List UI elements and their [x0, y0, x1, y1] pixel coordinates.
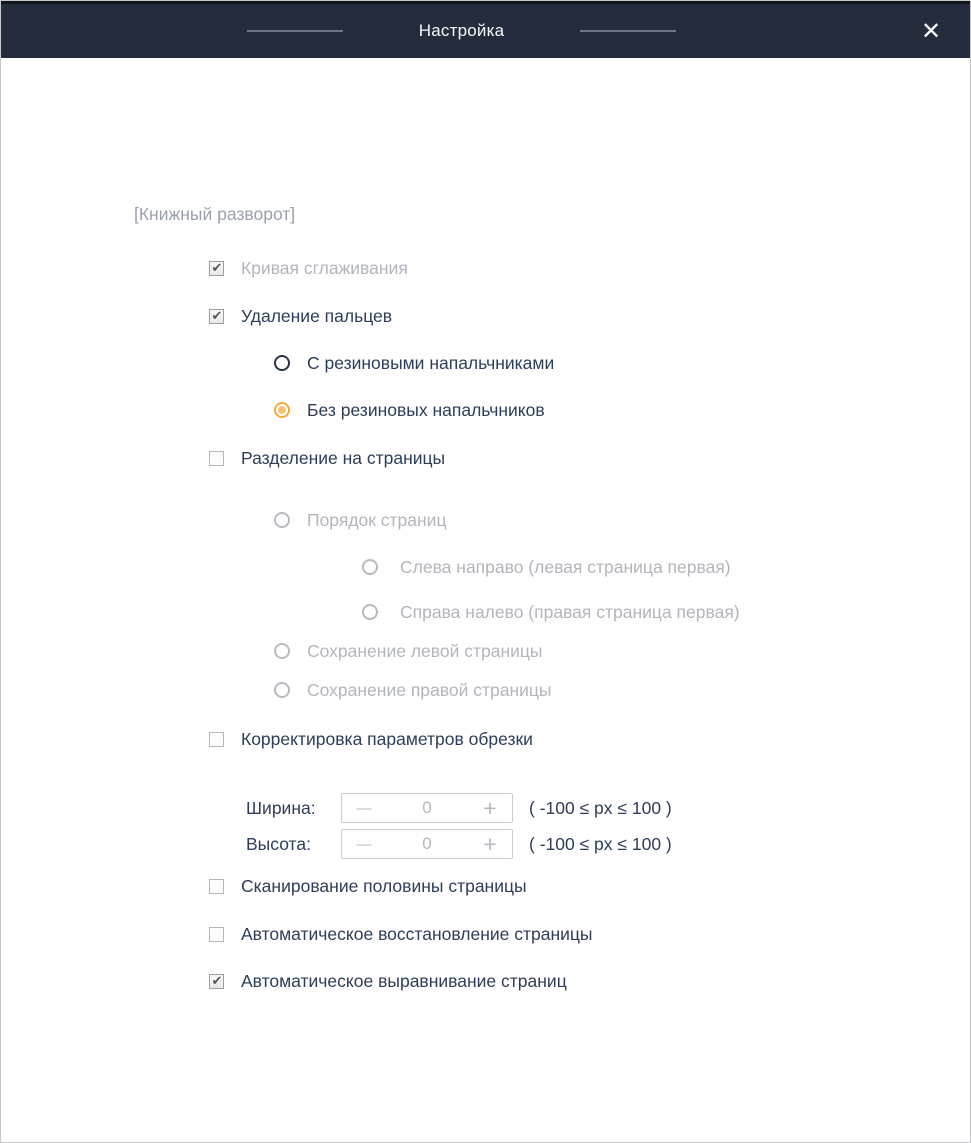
with-finger-cots-radio[interactable]: [274, 355, 290, 371]
title-decoration-line-left: [247, 30, 343, 32]
keep-left-page-label: Сохранение левой страницы: [307, 640, 543, 661]
checkmark-icon: ✔: [211, 307, 223, 323]
left-to-right-radio: [362, 559, 378, 575]
auto-page-align-checkbox[interactable]: [209, 974, 224, 989]
minus-icon: —: [356, 835, 372, 853]
height-field-row: [246, 829, 672, 859]
option-crop-adjustment[interactable]: [209, 728, 533, 750]
minus-icon: —: [356, 799, 372, 817]
keep-left-page-radio: [274, 643, 290, 659]
section-header: [Книжный разворот]: [134, 204, 296, 224]
option-page-order: [274, 509, 446, 531]
width-value: 0: [422, 798, 432, 817]
option-finger-removal[interactable]: [209, 305, 392, 327]
option-right-to-left: [362, 601, 740, 623]
curve-smoothing-label: Кривая сглаживания: [241, 257, 408, 278]
width-range-hint: ( -100 ≤ px ≤ 100 ): [529, 797, 672, 818]
option-page-split[interactable]: [209, 447, 445, 469]
keep-right-page-label: Сохранение правой страницы: [307, 679, 552, 700]
plus-icon: +: [483, 830, 497, 857]
height-value: 0: [422, 834, 432, 853]
plus-icon: +: [483, 794, 497, 821]
crop-adjustment-label: Корректировка параметров обрезки: [241, 728, 533, 749]
page-split-checkbox[interactable]: [209, 451, 224, 466]
page-split-label: Разделение на страницы: [241, 447, 446, 468]
height-label: Высота:: [246, 833, 311, 854]
auto-page-restore-label: Автоматическое восстановление страницы: [241, 923, 593, 944]
checkmark-icon: ✔: [211, 972, 223, 988]
dialog-titlebar: [1, 1, 970, 58]
auto-page-align-label: Автоматическое выравнивание страниц: [241, 970, 567, 991]
option-left-to-right: [362, 556, 731, 578]
close-icon: ✕: [920, 17, 942, 45]
without-finger-cots-label: Без резиновых напальчников: [307, 399, 545, 420]
option-curve-smoothing: [209, 257, 408, 279]
page-order-radio: [274, 512, 290, 528]
with-finger-cots-label: С резиновыми напальчниками: [307, 352, 555, 373]
half-page-scan-checkbox[interactable]: [209, 879, 224, 894]
auto-page-restore-checkbox[interactable]: [209, 927, 224, 942]
title-group: [0, 4, 946, 58]
width-label: Ширина:: [246, 797, 316, 818]
finger-removal-checkbox[interactable]: [209, 309, 224, 324]
without-finger-cots-radio[interactable]: [274, 402, 290, 418]
option-keep-left-page: [274, 640, 543, 662]
keep-right-page-radio: [274, 682, 290, 698]
page-order-label: Порядок страниц: [307, 509, 447, 530]
curve-smoothing-checkbox: [209, 261, 224, 276]
close-button[interactable]: [914, 14, 948, 48]
option-with-finger-cots[interactable]: [274, 352, 554, 374]
option-auto-page-align[interactable]: [209, 970, 567, 992]
crop-adjustment-checkbox[interactable]: [209, 732, 224, 747]
dialog-title: Настройка: [418, 21, 505, 40]
finger-removal-label: Удаление пальцев: [241, 305, 393, 326]
left-to-right-label: Слева направо (левая страница первая): [400, 556, 731, 577]
height-range-hint: ( -100 ≤ px ≤ 100 ): [529, 833, 672, 854]
right-to-left-label: Справа налево (правая страница первая): [400, 601, 740, 622]
option-auto-page-restore[interactable]: [209, 923, 593, 945]
option-half-page-scan[interactable]: [209, 875, 527, 897]
half-page-scan-label: Сканирование половины страницы: [241, 875, 527, 896]
title-decoration-line-right: [580, 30, 676, 32]
option-keep-right-page: [274, 679, 552, 701]
width-stepper: [341, 793, 513, 823]
checkmark-icon: ✔: [211, 259, 223, 275]
option-without-finger-cots[interactable]: [274, 399, 545, 421]
height-stepper: [341, 829, 513, 859]
right-to-left-radio: [362, 604, 378, 620]
width-field-row: [246, 793, 672, 823]
